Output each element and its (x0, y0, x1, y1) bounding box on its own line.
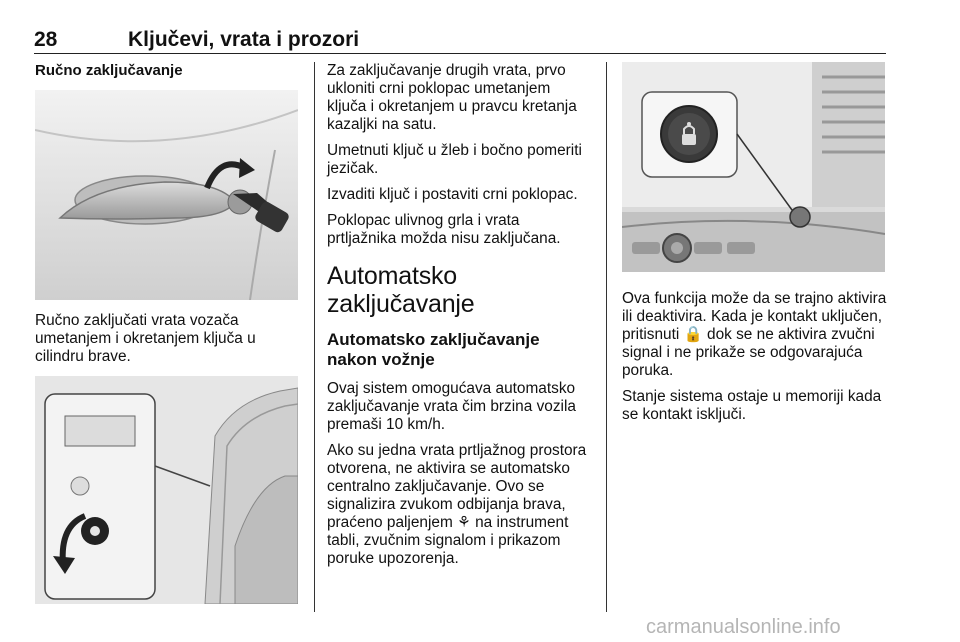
paragraph-fuel-flap-note: Poklopac ulivnog grla i vrata prtljažnika možda nisu zaključana. (327, 212, 561, 247)
paragraph-insert-key: Umetnuti ključ u žleb i bočno pomeriti jezičak. (327, 142, 582, 177)
dashboard-lock-button-illustration (622, 62, 885, 272)
paragraph-remove-cover: Za zaključavanje drugih vrata, prvo ukloniti crni poklopac umetanjem ključa i okretanjem u pravcu kretanja kazaljki na satu. (327, 62, 577, 133)
column-2 (327, 62, 592, 576)
subsection-title-auto-lock-after-driving: Automatsko zaključavanje nakon vožnje (327, 330, 540, 369)
door-lock-illustration (35, 376, 298, 604)
paragraph-auto-lock-speed: Ovaj sistem omogućava automatsko zaključavanje vrata čim brzina vozila premaši 10 km/h. (327, 380, 576, 433)
header-rule (34, 53, 886, 54)
paragraph-state-memory: Stanje sistema ostaje u memoriji kada se kontakt isključi. (622, 388, 882, 423)
column-3 (622, 62, 887, 432)
watermark-text: carmanualsonline.info (646, 616, 841, 638)
door-handle-key-illustration (35, 90, 298, 300)
door-lock-cover-illustration (35, 376, 298, 604)
column-1 (35, 62, 300, 604)
chapter-title: Ključevi, vrata i prozori (128, 28, 360, 51)
column-divider-2 (606, 62, 607, 612)
paragraph-activate-function: Ova funkcija može da se trajno aktivira ili deaktivira. Kada je kontakt uključen, pritisnuti 🔒 dok se ne aktivira zvučni signal i ne prikaže se odgovarajuća poruka. (622, 290, 887, 379)
paragraph-trunk-open-warning: Ako su jedna vrata prtljažnog prostora otvorena, ne aktivira se automatsko centralno zaključavanje. Ovo se signalizira zvukom odbijanja brava, praćeno paljenjem ⚘ na instrument tabli, zvučnim signalom i prikazom poruke upozorenja. (327, 442, 587, 567)
caption-manual-lock: Ručno zaključati vrata vozača umetanjem i okretanjem ključa u cilindru brave. (35, 312, 256, 365)
subheading-manual-lock: Ručno zaključavanje (35, 62, 183, 79)
section-title-auto-lock: Automatsko zaključavanje (327, 262, 475, 318)
column-divider-1 (314, 62, 315, 612)
paragraph-replace-cover: Izvaditi ključ i postaviti crni poklopac. (327, 186, 578, 203)
page-number: 28 (34, 28, 58, 51)
central-lock-button-illustration (622, 62, 885, 272)
door-handle-illustration (35, 90, 298, 300)
